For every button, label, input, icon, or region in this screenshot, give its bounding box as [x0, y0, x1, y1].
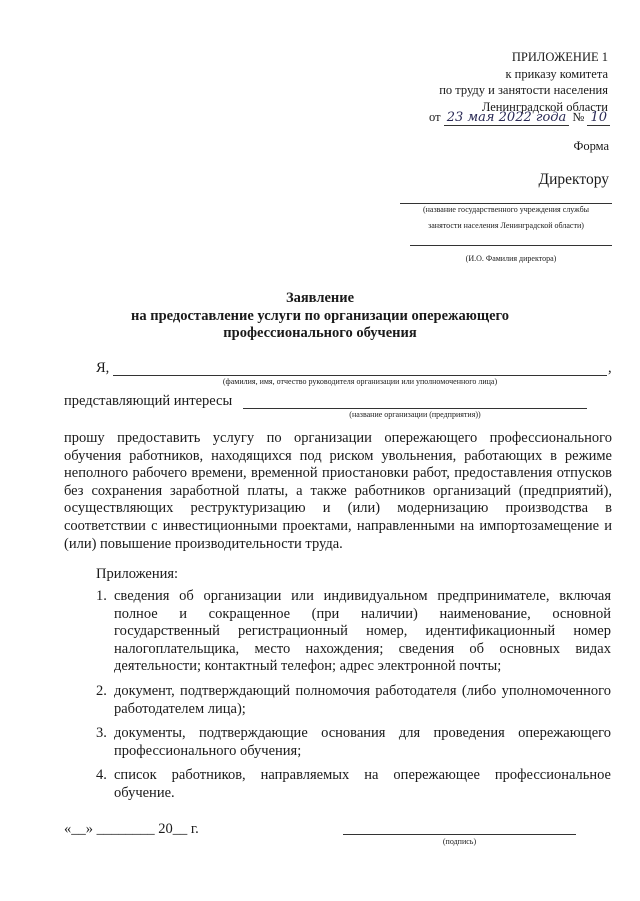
item-text: сведения об организации или индивидуальном предпринимателе, включая полное и сокращенное (при наличии) наименование, основной государственный регистрационный номер, идентификационный номер налогоплательщика, место нахождения; сведения об основных видах деятельности; контактный телефон; адрес электронной почты;: [114, 588, 611, 675]
document-title: [0, 290, 640, 343]
appendix-line: ПРИЛОЖЕНИЕ 1: [511, 50, 608, 64]
service-name-line: [400, 203, 612, 204]
applicant-suffix: ,: [608, 360, 612, 376]
director-name-line: [410, 245, 612, 246]
applicant-prefix: Я,: [96, 360, 110, 376]
appendix-line: Ленинградской области: [481, 99, 608, 114]
list-item: [96, 767, 611, 802]
order-number-label: №: [572, 110, 585, 124]
list-item: [96, 725, 611, 760]
title-line: профессионального обучения: [223, 325, 417, 341]
item-number: 2.: [96, 682, 107, 699]
order-date-line: [429, 110, 610, 125]
representing-prefix: представляющий интересы: [64, 393, 233, 409]
order-number-handwritten: 10: [587, 110, 610, 126]
service-caption-line1: (название государственного учреждения службы: [422, 205, 590, 214]
signature-line[interactable]: [343, 834, 576, 835]
title-line: на предоставление услуги по организации опережающего: [130, 307, 510, 324]
list-item: [96, 683, 611, 718]
item-text: документы, подтверждающие основания для проведения опережающего профессионального обучения;: [114, 725, 611, 759]
appendix-line: по труду и занятости населения: [439, 83, 608, 98]
list-item: [96, 588, 611, 676]
attachments-heading: Приложения:: [96, 566, 179, 582]
attachments-list: [96, 588, 611, 810]
date-field[interactable]: «__» ________ 20__ г.: [64, 821, 199, 837]
applicant-name-line[interactable]: [113, 375, 607, 376]
director-name-caption: (И.О. Фамилия директора): [465, 254, 557, 263]
director-label: Директору: [538, 171, 609, 188]
order-date-handwritten: 23 мая 2022 года: [444, 110, 570, 126]
form-label: Форма: [573, 139, 609, 153]
item-text: документ, подтверждающий полномочия работодателя (либо уполномоченного работодателем лица);: [114, 682, 611, 717]
item-number: 1.: [96, 588, 107, 604]
order-prefix: от: [429, 110, 441, 124]
item-number: 4.: [96, 767, 107, 784]
representing-caption: (название организации (предприятия)): [349, 410, 481, 419]
item-text: список работников, направляемых на опережающее профессиональное обучение.: [114, 767, 611, 801]
title-line: Заявление: [285, 290, 355, 306]
item-number: 3.: [96, 725, 107, 742]
applicant-caption: (фамилия, имя, отчество руководителя организации или уполномоченного лица): [222, 377, 498, 386]
appendix-line: к приказу комитета: [505, 66, 608, 81]
appendix-header: [348, 49, 608, 115]
service-caption-line2: занятости населения Ленинградской области): [428, 221, 584, 230]
signature-caption: (подпись): [442, 837, 477, 846]
request-paragraph: прошу предоставить услугу по организации опережающего профессионального обучения работников, находящихся под риском увольнения, работающих в режиме неполного рабочего времени, временной приостановки работ, предоставления отпусков без сохранения заработной платы, а также работников организаций (предприятий), осуществляющих реструктуризацию и (или) модернизацию производства в соответствии с инвестиционными проектами, направленными на импортозамещение и (или) повышение производительности труда.: [64, 430, 612, 552]
organization-name-line[interactable]: [243, 408, 587, 409]
